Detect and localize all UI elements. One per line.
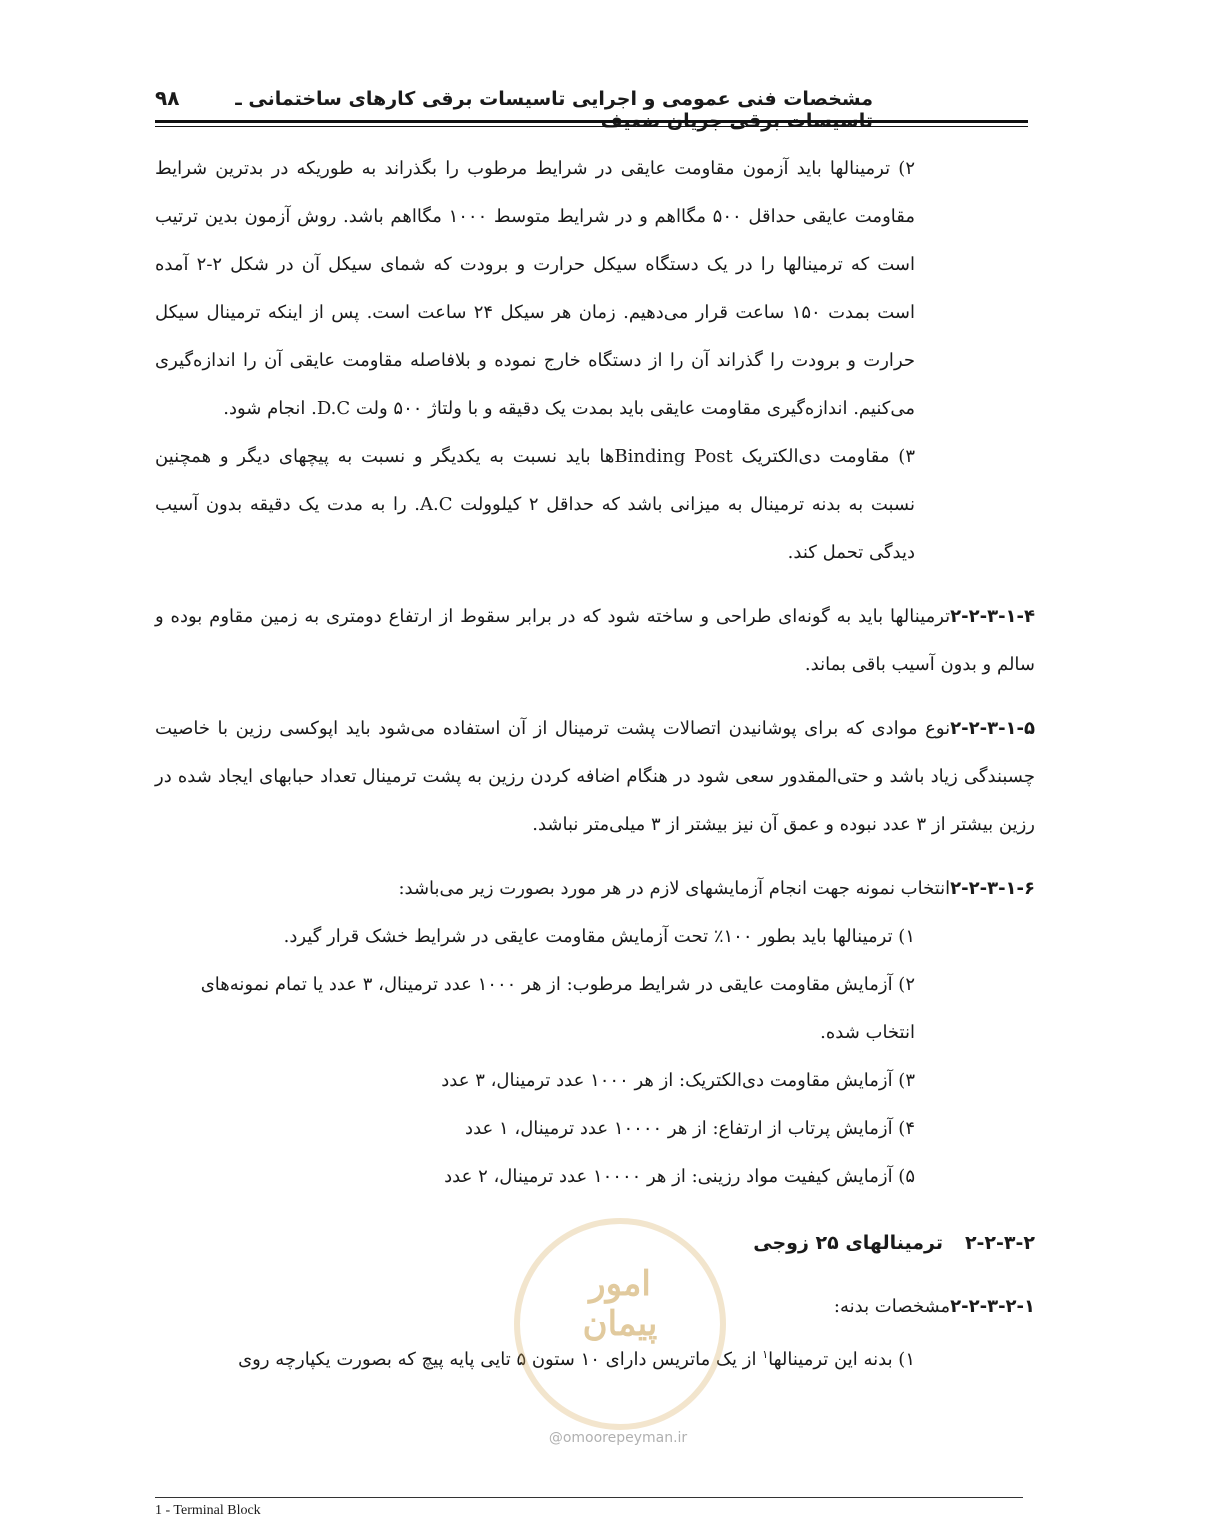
page-number: ۹۸: [155, 86, 180, 110]
watermark-text: امور پیمان: [582, 1264, 658, 1344]
header-title: مشخصات فنی عمومی و اجرایی تاسیسات برقی کارهای ساختمانی ـ تاسیسات برقی جریان ضعیف: [235, 88, 873, 132]
body-text-end: از یک ماتریس دارای ۱۰ ستون ۵ تایی پایه پیچ که بصورت یکپارچه روی: [238, 1349, 763, 1370]
watermark-seal: [514, 1218, 726, 1430]
section-number: ۲-۲-۳-۱-۶: [950, 878, 1035, 899]
section-text: انتخاب نمونه جهت انجام آزمایشهای لازم در هر مورد بصورت زیر می‌باشد:: [398, 878, 951, 899]
header-rule-thin: [155, 126, 1028, 127]
section-5: [155, 705, 1035, 849]
section-6: [155, 865, 1035, 913]
section-number: ۲-۲-۳-۱-۴: [950, 606, 1035, 627]
footnote-ref: ۱: [762, 1348, 769, 1361]
list-item-3: ۳) آزمایش مقاومت دی‌الکتریک: از هر ۱۰۰۰ عدد ترمینال، ۳ عدد: [441, 1070, 915, 1091]
section-4: [155, 593, 1035, 689]
heading-number: ۲-۲-۳-۲: [964, 1232, 1035, 1254]
heading-title: ترمینالهای ۲۵ زوجی: [753, 1232, 943, 1254]
paragraph-item-2: ۲) ترمینالها باید آزمون مقاومت عایقی در شرایط مرطوب را بگذراند به طوریکه در بدترین شرایط مقاومت عایقی حداقل ۵۰۰ مگااهم و در شرایط متوسط ۱۰۰۰ مگااهم باشد. روش آزمون بدین ترتیب است که ترمینالها را در یک دستگاه سیکل حرارت و برودت که شمای سیکل آن در شکل ۲-۲ آمده است بمدت ۱۵۰ ساعت قرار می‌دهیم. زمان هر سیکل ۲۴ ساعت است. پس از اینکه ترمینال سیکل حرارت و برودت را گذراند آن را از دستگاه خارج نموده و بلافاصله مقاومت عایقی آن را اندازه‌گیری می‌کنیم. اندازه‌گیری مقاومت عایقی باید بمدت یک دقیقه و با ولتاژ ۵۰۰ ولت D.C. انجام شود.: [155, 158, 916, 419]
page-header: [155, 80, 1028, 132]
section-text: ترمینالها باید به گونه‌ای طراحی و ساخته شود که در برابر سقوط از ارتفاع دومتری به زمین مقاوم بوده و سالم و بدون آسیب باقی بماند.: [155, 606, 1035, 675]
list-item-1: ۱) ترمینالها باید بطور ۱۰۰٪ تحت آزمایش مقاومت عایقی در شرایط خشک قرار گیرد.: [283, 926, 915, 947]
footnote: 1 - Terminal Block: [155, 1503, 261, 1518]
section-text: نوع موادی که برای پوشانیدن اتصالات پشت ترمینال از آن استفاده می‌شود باید اپوکسی رزین با خاصیت چسبندگی زیاد باشد و حتی‌المقدور سعی شود در هنگام اضافه کردن رزین به پشت ترمینال تعداد حبابهای ایجاد شده در رزین بیشتر از ۳ عدد نبوده و عمق آن نیز بیشتر از ۳ میلی‌متر نباشد.: [155, 718, 1035, 835]
subsection-number: ۲-۲-۳-۲-۱: [950, 1296, 1035, 1317]
list-item-2: ۲) آزمایش مقاومت عایقی در شرایط مرطوب: از هر ۱۰۰۰ عدد ترمینال، ۳ عدد یا تمام نمونه‌های انتخاب شده.: [200, 974, 915, 1043]
footnote-rule: [155, 1497, 1023, 1498]
paragraph-item-3: ۳) مقاومت دی‌الکتریک Binding Postها باید نسبت به یکدیگر و نسبت به پیچهای دیگر و همچنین نسبت به بدنه ترمینال به میزانی باشد که حداقل ۲ کیلوولت A.C. را به مدت یک دقیقه بدون آسیب دیدگی تحمل کند.: [155, 446, 915, 563]
subsection-text: مشخصات بدنه:: [833, 1296, 951, 1317]
list-item-5: ۵) آزمایش کیفیت مواد رزینی: از هر ۱۰۰۰۰ عدد ترمینال، ۲ عدد: [444, 1166, 915, 1187]
section-number: ۲-۲-۳-۱-۵: [950, 718, 1035, 739]
watermark-url: @omoorepeyman.ir: [548, 1430, 688, 1446]
body-text-start: ۱) بدنه این ترمینالها: [768, 1349, 915, 1370]
list-item-4: ۴) آزمایش پرتاب از ارتفاع: از هر ۱۰۰۰۰ عدد ترمینال، ۱ عدد: [465, 1118, 915, 1139]
page-content: [155, 145, 1035, 1384]
header-rule-thick: [155, 120, 1028, 123]
